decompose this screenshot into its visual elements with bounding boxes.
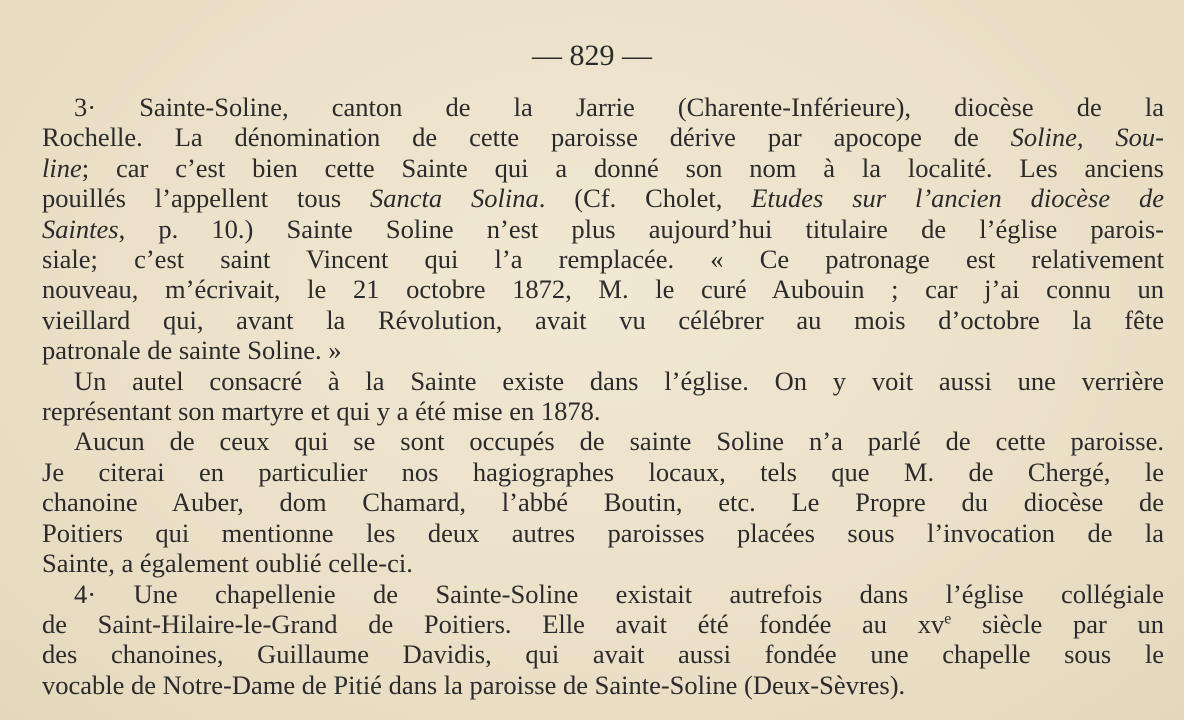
superscript: e [944,610,952,628]
text-line: Poitiers qui mentionne les deux autres paroisses placées sous l’invocation de la [42,517,1164,548]
text-line: patronale de sainte Soline. » [42,335,342,366]
paragraph-hagiographes [42,426,1164,578]
text-line: nouveau, m’écrivait, le 21 octobre 1872, M. le curé Aubouin ; car j’ai connu un [42,274,1164,305]
text-line: line; car c’est bien cette Sainte qui a donné son nom à la localité. Les anciens [42,152,1164,183]
text-line: Un autel consacré à la Sainte existe dans l’église. On y voit aussi une verrière [74,365,1164,396]
text-line: représentant son martyre et qui y a été mise en 1878. [42,396,601,427]
text-line: 3· Sainte-Soline, canton de la Jarrie (Charente-Inférieure), diocèse de la [74,92,1164,122]
text-line: Aucun de ceux qui se sont occupés de sainte Soline n’a parlé de cette paroisse. [74,426,1164,457]
text-line: chanoine Auber, dom Chamard, l’abbé Boutin, etc. Le Propre du diocèse de [42,487,1164,518]
text-line: vieillard qui, avant la Révolution, avait vu célébrer au mois d’octobre la fête [42,304,1164,335]
paragraph-sainte-soline-jarrie [42,92,1164,366]
italic-text: line [42,152,82,183]
text-line: Je citerai en particulier nos hagiographes locaux, tels que M. de Chergé, le [42,456,1164,487]
text-line: vocable de Notre-Dame de Pitié dans la paroisse de Sainte-Soline (Deux-Sèvres). [42,669,906,700]
page-number: — 829 — [532,39,652,72]
body-text [42,92,1164,700]
paragraph-autel [42,366,1164,427]
text-line: 4· Une chapellenie de Sainte-Soline existait autrefois dans l’église collégiale [74,578,1164,609]
text-line: siale; c’est saint Vincent qui l’a remplacée. « Ce patronage est relativement [42,244,1164,275]
italic-text: Soline, Sou- [1010,122,1164,153]
text-line: Saintes, p. 10.) Sainte Soline n’est plus aujourd’hui titulaire de l’église parois- [42,213,1164,244]
text-line: de Saint-Hilaire-le-Grand de Poitiers. Elle avait été fondée au $xv^e$ siècle par un [42,608,1164,639]
italic-text: Sancta Solina [370,183,539,214]
text-line: pouillés l’appellent tous Sancta Solina. (Cf. Cholet, Etudes sur l’ancien diocèse de [42,183,1165,214]
italic-text: Etudes sur l’ancien diocèse de [751,183,1165,214]
text-line: Sainte, a également oublié celle-ci. [42,548,413,579]
italic-text: Saintes [42,213,119,244]
text-line: des chanoines, Guillaume Davidis, qui avait aussi fondée une chapelle sous le [42,639,1164,670]
paragraph-chapellenie [42,579,1164,701]
text-line: Rochelle. La dénomination de cette paroisse dérive par apocope de Soline, Sou- [42,122,1164,153]
